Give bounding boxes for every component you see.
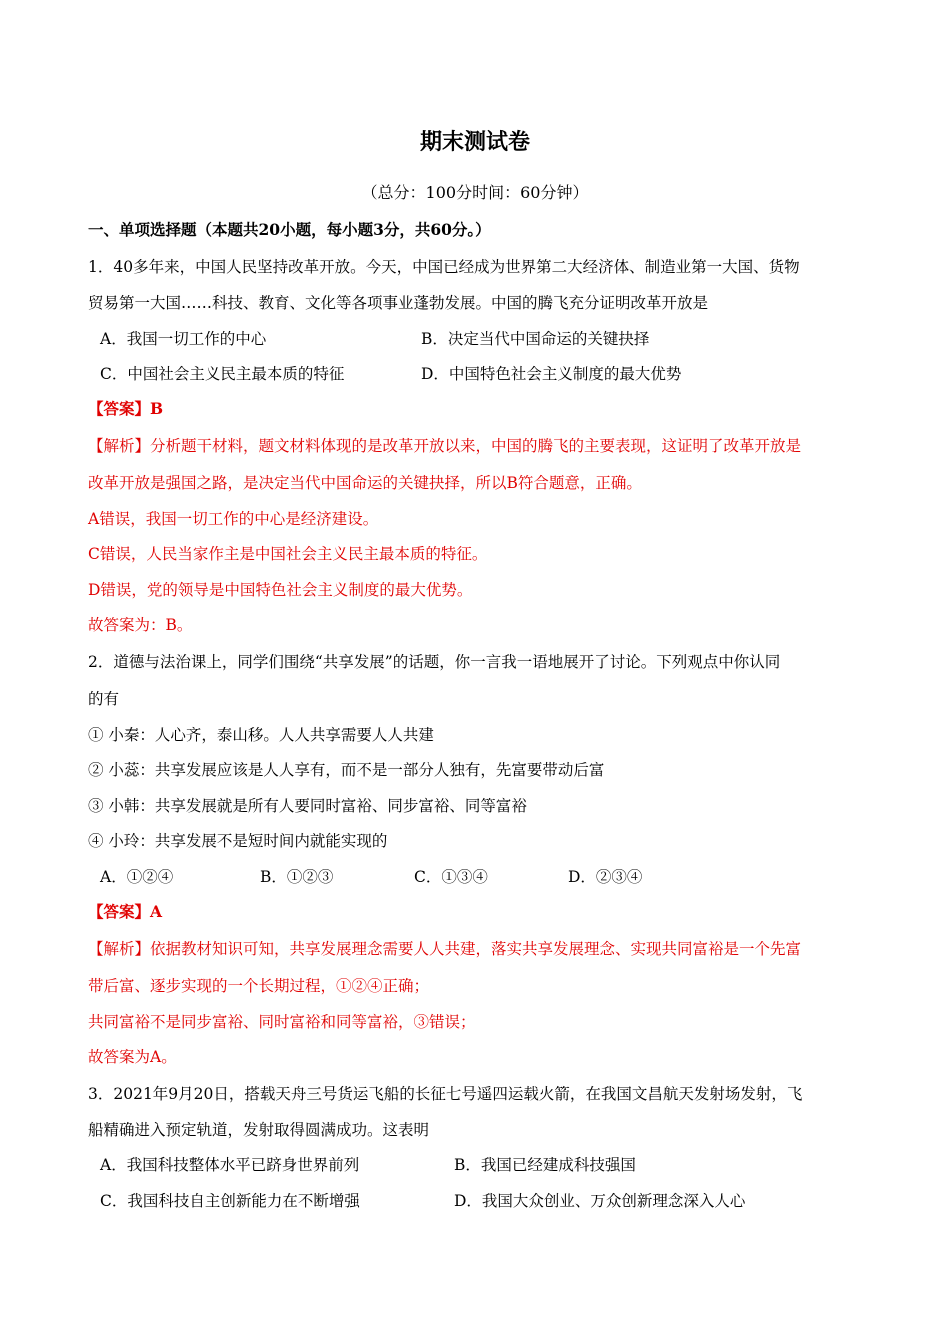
q1-stem-line2: 贸易第一大国……科技、教育、文化等各项事业蓬勃发展。中国的腾飞充分证明改革开放是: [88, 294, 709, 312]
q3-stem-line2: 船精确进入预定轨道，发射取得圆满成功。这表明: [88, 1121, 430, 1139]
q2-statement-3: ③ 小韩：共享发展就是所有人要同时富裕、同步富裕、同等富裕: [88, 797, 527, 815]
q1-option-b: B．决定当代中国命运的关键抉择: [421, 330, 650, 348]
q2-option-c: C．①③④: [414, 868, 488, 886]
q1-analysis-line3: A错误，我国一切工作的中心是经济建设。: [88, 510, 379, 528]
q2-option-d: D．②③④: [568, 868, 643, 886]
q1-final-answer: 故答案为：B。: [88, 616, 193, 634]
q2-statement-2: ② 小蕊：共享发展应该是人人享有，而不是一部分人独有，先富要带动后富: [88, 761, 605, 779]
q2-statement-1: ① 小秦：人心齐，泰山移。人人共享需要人人共建: [88, 726, 434, 744]
q1-analysis-line2: 改革开放是强国之路，是决定当代中国命运的关键抉择，所以B符合题意，正确。: [88, 474, 642, 492]
q2-option-b: B．①②③: [260, 868, 334, 886]
section-heading: 一、单项选择题（本题共20小题，每小题3分，共60分。）: [88, 220, 491, 239]
q1-analysis-line4: C错误，人民当家作主是中国社会主义民主最本质的特征。: [88, 545, 488, 563]
q3-stem-line1: 3．2021年9月20日，搭载天舟三号货运飞船的长征七号遥四运载火箭，在我国文昌航天发射场发射，飞: [88, 1085, 803, 1103]
q3-option-a: A．我国科技整体水平已跻身世界前列: [100, 1156, 360, 1174]
q3-option-d: D．我国大众创业、万众创新理念深入人心: [454, 1192, 746, 1210]
q2-statement-4: ④ 小玲：共享发展不是短时间内就能实现的: [88, 832, 388, 850]
q2-analysis-line1: 【解析】依据教材知识可知，共享发展理念需要人人共建，落实共享发展理念、实现共同富裕是一个先富: [88, 940, 802, 958]
q2-final-answer: 故答案为A。: [88, 1048, 177, 1066]
q1-analysis-line5: D错误，党的领导是中国特色社会主义制度的最大优势。: [88, 581, 473, 599]
q1-stem-line1: 1．40多年来，中国人民坚持改革开放。今天，中国已经成为世界第二大经济体、制造业第一大国、货物: [88, 258, 800, 276]
q2-stem-line2: 的有: [88, 690, 120, 708]
q2-stem-line1: 2．道德与法治课上，同学们围绕“共享发展”的话题，你一言我一语地展开了讨论。下列观点中你认同: [88, 653, 781, 671]
q1-option-d: D．中国特色社会主义制度的最大优势: [421, 365, 682, 383]
q3-option-c: C．我国科技自主创新能力在不断增强: [100, 1192, 360, 1210]
q2-answer: 【答案】A: [88, 902, 163, 921]
q1-analysis-line1: 【解析】分析题干材料，题文材料体现的是改革开放以来，中国的腾飞的主要表现，这证明了改革开放是: [88, 437, 802, 455]
q1-option-a: A．我国一切工作的中心: [100, 330, 267, 348]
q3-option-b: B．我国已经建成科技强国: [454, 1156, 636, 1174]
exam-info: （总分：100分时间：60分钟）: [361, 183, 589, 202]
q1-option-c: C．中国社会主义民主最本质的特征: [100, 365, 345, 383]
q2-option-a: A．①②④: [100, 868, 174, 886]
page-title: 期末测试卷: [419, 129, 530, 155]
q2-analysis-line3: 共同富裕不是同步富裕、同时富裕和同等富裕，③错误；: [88, 1013, 476, 1031]
q1-answer: 【答案】B: [88, 399, 164, 418]
q2-analysis-line2: 带后富、逐步实现的一个长期过程，①②④正确；: [88, 977, 430, 995]
